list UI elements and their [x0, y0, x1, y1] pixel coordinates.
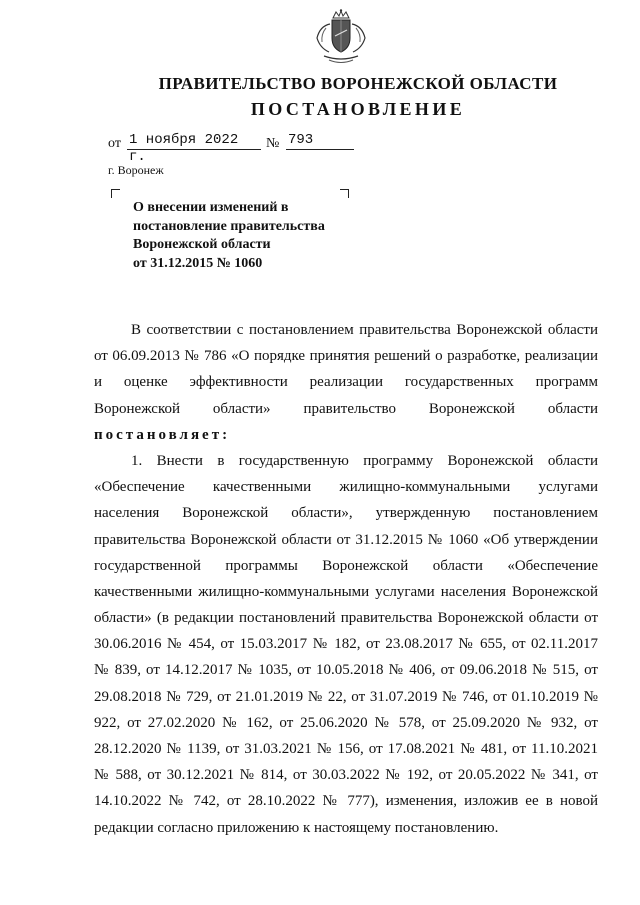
body-line: и оценке эффективности реализации государственных программ	[94, 374, 598, 391]
body-line: от 06.09.2013 № 786 «О порядке принятия решений о разработке, реализации	[94, 348, 598, 365]
body-line: 28.12.2020 № 1139, от 31.03.2021 № 156, от 17.08.2021 № 481, от 11.10.2021	[94, 741, 598, 757]
body-line: 922, от 27.02.2020 № 162, от 25.06.2020 № 578, от 25.09.2020 № 932, от	[94, 714, 598, 731]
body-line: государственной программы Воронежской области «Обеспечение	[94, 557, 598, 574]
number-sign-label: №	[266, 136, 280, 151]
body-line: области» (в редакции постановлений правительства Воронежской области от	[94, 610, 598, 627]
organization-title: ПРАВИТЕЛЬСТВО ВОРОНЕЖСКОЙ ОБЛАСТИ	[158, 74, 558, 93]
subject-line: от 31.12.2015 № 1060	[133, 255, 263, 271]
body-line: 29.08.2018 № 729, от 21.01.2019 № 22, от 31.07.2019 № 746, от 01.10.2019 №	[94, 688, 598, 705]
subject-line: О внесении изменений в	[133, 200, 289, 215]
body-line-decree: постановляет:	[94, 426, 231, 443]
subject-bracket-left	[111, 189, 120, 198]
subject-line: постановление правительства	[133, 218, 325, 234]
body-line: № 588, от 30.12.2021 № 814, от 30.03.2022 № 192, от 20.05.2022 № 341, от	[94, 767, 598, 784]
document-date: 1 ноября 2022 г.	[127, 132, 261, 150]
body-line: В соответствии с постановлением правительства Воронежской области	[131, 322, 598, 338]
body-line: 1. Внести в государственную программу Воронежской области	[131, 452, 598, 469]
body-line: 30.06.2016 № 454, от 15.03.2017 № 182, от 23.08.2017 № 655, от 02.11.2017	[94, 636, 598, 653]
document-subject	[133, 199, 373, 273]
city-label: г. Воронеж	[108, 163, 164, 177]
body-line: № 839, от 14.12.2017 № 1035, от 10.05.2018 № 406, от 09.06.2018 № 515, от	[94, 662, 598, 679]
body-line: «Обеспечение качественными жилищно-коммунальными услугами	[94, 479, 598, 496]
document-type-title: ПОСТАНОВЛЕНИЕ	[250, 99, 466, 119]
body-line: Воронежской области» правительство Воронежской области	[94, 400, 598, 417]
date-prefix-label: от	[108, 136, 121, 151]
subject-bracket-right	[340, 189, 349, 198]
body-line: 14.10.2022 № 742, от 28.10.2022 № 777), изменения, изложив ее в новой	[94, 793, 598, 810]
subject-line: Воронежской области	[133, 237, 271, 252]
body-line: населения Воронежской области», утвержденную постановлением	[94, 505, 598, 522]
body-line: качественными жилищно-коммунальными услугами населения Воронежской	[94, 583, 598, 600]
body-line: редакции согласно приложению к настоящему постановлению.	[94, 819, 499, 836]
document-number: 793	[286, 132, 354, 150]
voronezh-coat-of-arms-icon	[302, 8, 380, 68]
document-body	[94, 317, 598, 841]
body-line: правительства Воронежской области от 31.12.2015 № 1060 «Об утверждении	[94, 531, 598, 548]
